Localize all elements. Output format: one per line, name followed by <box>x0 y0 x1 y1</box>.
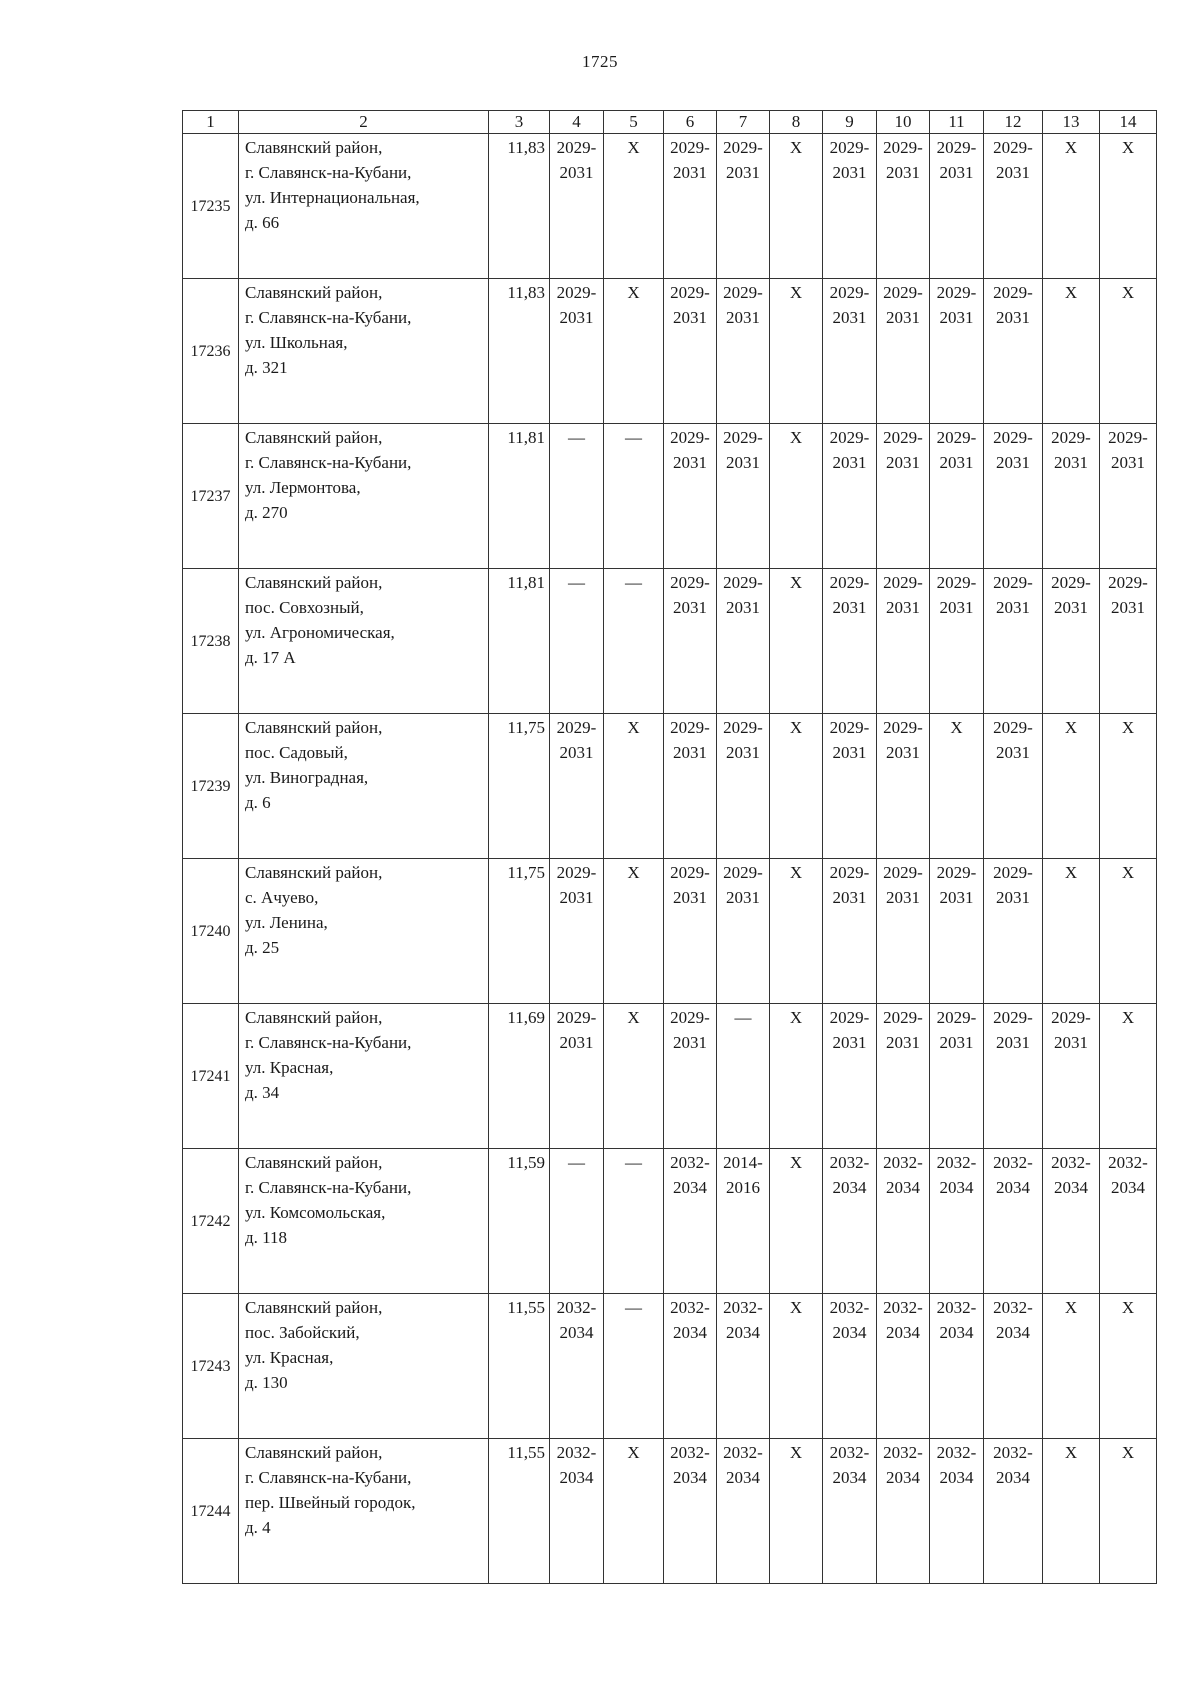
address-line: д. 17 А <box>245 648 296 667</box>
table-row <box>183 424 1157 569</box>
value-cell-col-4: — <box>550 569 604 714</box>
address-line: ул. Комсомольская, <box>245 1203 386 1222</box>
address-line: Славянский район, <box>245 718 383 737</box>
address-line: пос. Совхозный, <box>245 598 364 617</box>
address-line: ул. Виноградная, <box>245 768 369 787</box>
value-cell-col-5: X <box>604 714 664 859</box>
value-cell-col-5: — <box>604 569 664 714</box>
value-cell-col-7: — <box>717 1004 770 1149</box>
area-cell: 11,83 <box>489 279 550 424</box>
value-cell-col-10: 2029- 2031 <box>877 424 930 569</box>
address-line: г. Славянск-на-Кубани, <box>245 453 412 472</box>
value-cell-col-10: 2029- 2031 <box>877 279 930 424</box>
area-cell: 11,55 <box>489 1439 550 1584</box>
address-line: г. Славянск-на-Кубани, <box>245 308 412 327</box>
value-cell-col-4: 2029- 2031 <box>550 1004 604 1149</box>
address-line: Славянский район, <box>245 863 383 882</box>
value-cell-col-4: 2029- 2031 <box>550 279 604 424</box>
area-cell: 11,69 <box>489 1004 550 1149</box>
address-line: пер. Швейный городок, <box>245 1493 416 1512</box>
value-cell-col-13: 2032- 2034 <box>1043 1149 1100 1294</box>
address-line: с. Ачуево, <box>245 888 319 907</box>
value-cell-col-12: 2032- 2034 <box>984 1149 1043 1294</box>
address-line: д. 25 <box>245 938 280 957</box>
address-line: д. 130 <box>245 1373 288 1392</box>
column-header-14: 14 <box>1100 111 1157 134</box>
value-cell-col-14: X <box>1100 1004 1157 1149</box>
value-cell-col-14: X <box>1100 714 1157 859</box>
address-line: Славянский район, <box>245 283 383 302</box>
column-header-9: 9 <box>823 111 877 134</box>
value-cell-col-8: X <box>770 1439 823 1584</box>
address-line: пос. Забойский, <box>245 1323 360 1342</box>
value-cell-col-10: 2029- 2031 <box>877 859 930 1004</box>
value-cell-col-11: 2032- 2034 <box>930 1294 984 1439</box>
value-cell-col-4: 2029- 2031 <box>550 134 604 279</box>
value-cell-col-7: 2029- 2031 <box>717 569 770 714</box>
address-line: д. 4 <box>245 1518 271 1537</box>
value-cell-col-6: 2029- 2031 <box>664 279 717 424</box>
value-cell-col-8: X <box>770 714 823 859</box>
value-cell-col-6: 2029- 2031 <box>664 424 717 569</box>
value-cell-col-5: X <box>604 1004 664 1149</box>
value-cell-col-14: X <box>1100 1294 1157 1439</box>
address-cell <box>239 714 489 859</box>
address-line: Славянский район, <box>245 573 383 592</box>
row-number: 17236 <box>183 279 239 424</box>
value-cell-col-11: X <box>930 714 984 859</box>
value-cell-col-4: — <box>550 424 604 569</box>
value-cell-col-8: X <box>770 1294 823 1439</box>
address-cell <box>239 1439 489 1584</box>
address-line: г. Славянск-на-Кубани, <box>245 1468 412 1487</box>
table-row <box>183 1439 1157 1584</box>
value-cell-col-4: 2029- 2031 <box>550 859 604 1004</box>
value-cell-col-10: 2032- 2034 <box>877 1149 930 1294</box>
value-cell-col-6: 2029- 2031 <box>664 859 717 1004</box>
value-cell-col-9: 2032- 2034 <box>823 1149 877 1294</box>
value-cell-col-14: 2029- 2031 <box>1100 569 1157 714</box>
column-header-10: 10 <box>877 111 930 134</box>
column-header-1: 1 <box>183 111 239 134</box>
value-cell-col-13: X <box>1043 279 1100 424</box>
address-cell <box>239 279 489 424</box>
value-cell-col-12: 2029- 2031 <box>984 569 1043 714</box>
value-cell-col-12: 2032- 2034 <box>984 1439 1043 1584</box>
value-cell-col-5: X <box>604 134 664 279</box>
address-line: д. 118 <box>245 1228 288 1247</box>
value-cell-col-10: 2029- 2031 <box>877 134 930 279</box>
address-line: д. 66 <box>245 213 280 232</box>
area-cell: 11,55 <box>489 1294 550 1439</box>
value-cell-col-14: X <box>1100 279 1157 424</box>
page-number: 1725 <box>582 52 618 71</box>
value-cell-col-7: 2014- 2016 <box>717 1149 770 1294</box>
value-cell-col-4: — <box>550 1149 604 1294</box>
value-cell-col-4: 2032- 2034 <box>550 1439 604 1584</box>
value-cell-col-8: X <box>770 859 823 1004</box>
column-header-12: 12 <box>984 111 1043 134</box>
value-cell-col-5: X <box>604 859 664 1004</box>
value-cell-col-13: 2029- 2031 <box>1043 569 1100 714</box>
address-line: ул. Красная, <box>245 1058 334 1077</box>
value-cell-col-6: 2029- 2031 <box>664 134 717 279</box>
address-cell <box>239 134 489 279</box>
area-cell: 11,83 <box>489 134 550 279</box>
row-number: 17240 <box>183 859 239 1004</box>
value-cell-col-7: 2029- 2031 <box>717 714 770 859</box>
value-cell-col-12: 2029- 2031 <box>984 134 1043 279</box>
value-cell-col-13: X <box>1043 714 1100 859</box>
value-cell-col-8: X <box>770 569 823 714</box>
table-row <box>183 134 1157 279</box>
address-line: г. Славянск-на-Кубани, <box>245 1033 412 1052</box>
value-cell-col-4: 2029- 2031 <box>550 714 604 859</box>
column-header-2: 2 <box>239 111 489 134</box>
table-row <box>183 714 1157 859</box>
value-cell-col-7: 2029- 2031 <box>717 424 770 569</box>
row-number: 17235 <box>183 134 239 279</box>
address-cell <box>239 424 489 569</box>
address-line: ул. Агрономическая, <box>245 623 395 642</box>
value-cell-col-9: 2032- 2034 <box>823 1439 877 1584</box>
address-line: Славянский район, <box>245 1443 383 1462</box>
value-cell-col-13: X <box>1043 134 1100 279</box>
value-cell-col-7: 2029- 2031 <box>717 859 770 1004</box>
value-cell-col-9: 2029- 2031 <box>823 134 877 279</box>
column-header-7: 7 <box>717 111 770 134</box>
address-line: д. 270 <box>245 503 288 522</box>
value-cell-col-7: 2029- 2031 <box>717 279 770 424</box>
address-line: ул. Красная, <box>245 1348 334 1367</box>
value-cell-col-9: 2029- 2031 <box>823 279 877 424</box>
address-cell <box>239 859 489 1004</box>
value-cell-col-6: 2032- 2034 <box>664 1439 717 1584</box>
table-row <box>183 859 1157 1004</box>
row-number: 17239 <box>183 714 239 859</box>
row-number: 17244 <box>183 1439 239 1584</box>
value-cell-col-9: 2032- 2034 <box>823 1294 877 1439</box>
value-cell-col-7: 2032- 2034 <box>717 1439 770 1584</box>
area-cell: 11,59 <box>489 1149 550 1294</box>
table-row <box>183 1149 1157 1294</box>
value-cell-col-14: X <box>1100 134 1157 279</box>
area-cell: 11,81 <box>489 569 550 714</box>
value-cell-col-6: 2029- 2031 <box>664 714 717 859</box>
area-cell: 11,81 <box>489 424 550 569</box>
value-cell-col-7: 2029- 2031 <box>717 134 770 279</box>
value-cell-col-12: 2029- 2031 <box>984 859 1043 1004</box>
value-cell-col-13: X <box>1043 859 1100 1004</box>
value-cell-col-14: X <box>1100 1439 1157 1584</box>
register-table <box>182 110 1157 1584</box>
address-line: ул. Лермонтова, <box>245 478 361 497</box>
address-line: д. 321 <box>245 358 288 377</box>
address-line: г. Славянск-на-Кубани, <box>245 163 412 182</box>
value-cell-col-5: X <box>604 1439 664 1584</box>
row-number: 17237 <box>183 424 239 569</box>
column-header-4: 4 <box>550 111 604 134</box>
value-cell-col-10: 2032- 2034 <box>877 1439 930 1584</box>
value-cell-col-9: 2029- 2031 <box>823 714 877 859</box>
value-cell-col-5: — <box>604 424 664 569</box>
address-line: Славянский район, <box>245 1153 383 1172</box>
value-cell-col-11: 2029- 2031 <box>930 859 984 1004</box>
address-line: г. Славянск-на-Кубани, <box>245 1178 412 1197</box>
column-header-6: 6 <box>664 111 717 134</box>
table-row <box>183 569 1157 714</box>
value-cell-col-10: 2029- 2031 <box>877 1004 930 1149</box>
value-cell-col-11: 2029- 2031 <box>930 134 984 279</box>
address-cell <box>239 1294 489 1439</box>
value-cell-col-7: 2032- 2034 <box>717 1294 770 1439</box>
column-header-8: 8 <box>770 111 823 134</box>
address-line: Славянский район, <box>245 1008 383 1027</box>
value-cell-col-13: 2029- 2031 <box>1043 1004 1100 1149</box>
value-cell-col-6: 2032- 2034 <box>664 1149 717 1294</box>
value-cell-col-11: 2032- 2034 <box>930 1149 984 1294</box>
value-cell-col-10: 2029- 2031 <box>877 714 930 859</box>
area-cell: 11,75 <box>489 859 550 1004</box>
value-cell-col-10: 2032- 2034 <box>877 1294 930 1439</box>
value-cell-col-4: 2032- 2034 <box>550 1294 604 1439</box>
value-cell-col-14: 2029- 2031 <box>1100 424 1157 569</box>
value-cell-col-11: 2029- 2031 <box>930 424 984 569</box>
address-cell <box>239 1004 489 1149</box>
row-number: 17241 <box>183 1004 239 1149</box>
address-line: ул. Интернациональная, <box>245 188 420 207</box>
value-cell-col-5: — <box>604 1294 664 1439</box>
value-cell-col-12: 2029- 2031 <box>984 714 1043 859</box>
value-cell-col-12: 2029- 2031 <box>984 279 1043 424</box>
value-cell-col-14: 2032- 2034 <box>1100 1149 1157 1294</box>
table-body <box>183 134 1157 1584</box>
value-cell-col-13: 2029- 2031 <box>1043 424 1100 569</box>
value-cell-col-13: X <box>1043 1439 1100 1584</box>
value-cell-col-11: 2029- 2031 <box>930 279 984 424</box>
row-number: 17242 <box>183 1149 239 1294</box>
column-header-11: 11 <box>930 111 984 134</box>
row-number: 17238 <box>183 569 239 714</box>
value-cell-col-9: 2029- 2031 <box>823 859 877 1004</box>
address-line: д. 34 <box>245 1083 280 1102</box>
value-cell-col-12: 2029- 2031 <box>984 1004 1043 1149</box>
area-cell: 11,75 <box>489 714 550 859</box>
value-cell-col-9: 2029- 2031 <box>823 1004 877 1149</box>
table-row <box>183 279 1157 424</box>
value-cell-col-11: 2029- 2031 <box>930 1004 984 1149</box>
value-cell-col-8: X <box>770 1004 823 1149</box>
value-cell-col-6: 2032- 2034 <box>664 1294 717 1439</box>
address-line: ул. Ленина, <box>245 913 328 932</box>
table-row <box>183 1004 1157 1149</box>
value-cell-col-6: 2029- 2031 <box>664 1004 717 1149</box>
value-cell-col-5: — <box>604 1149 664 1294</box>
value-cell-col-8: X <box>770 134 823 279</box>
address-line: пос. Садовый, <box>245 743 348 762</box>
value-cell-col-8: X <box>770 1149 823 1294</box>
header-row <box>183 111 1157 134</box>
address-line: ул. Школьная, <box>245 333 348 352</box>
address-line: Славянский район, <box>245 1298 383 1317</box>
value-cell-col-9: 2029- 2031 <box>823 569 877 714</box>
address-cell <box>239 1149 489 1294</box>
table-row <box>183 1294 1157 1439</box>
value-cell-col-8: X <box>770 424 823 569</box>
address-line: д. 6 <box>245 793 271 812</box>
value-cell-col-10: 2029- 2031 <box>877 569 930 714</box>
column-header-5: 5 <box>604 111 664 134</box>
value-cell-col-5: X <box>604 279 664 424</box>
column-header-3: 3 <box>489 111 550 134</box>
address-cell <box>239 569 489 714</box>
column-header-13: 13 <box>1043 111 1100 134</box>
value-cell-col-11: 2032- 2034 <box>930 1439 984 1584</box>
value-cell-col-13: X <box>1043 1294 1100 1439</box>
value-cell-col-12: 2032- 2034 <box>984 1294 1043 1439</box>
value-cell-col-8: X <box>770 279 823 424</box>
value-cell-col-9: 2029- 2031 <box>823 424 877 569</box>
row-number: 17243 <box>183 1294 239 1439</box>
value-cell-col-11: 2029- 2031 <box>930 569 984 714</box>
address-line: Славянский район, <box>245 138 383 157</box>
value-cell-col-6: 2029- 2031 <box>664 569 717 714</box>
value-cell-col-14: X <box>1100 859 1157 1004</box>
value-cell-col-12: 2029- 2031 <box>984 424 1043 569</box>
address-line: Славянский район, <box>245 428 383 447</box>
